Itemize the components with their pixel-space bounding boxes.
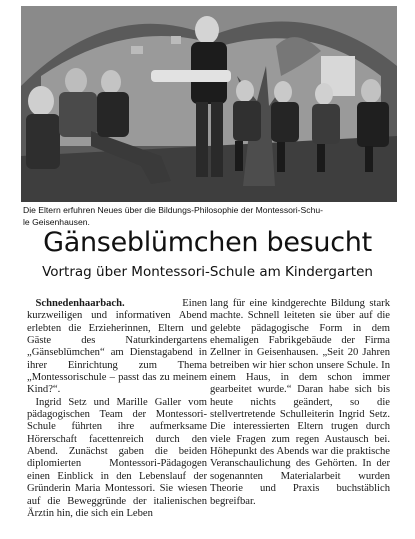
- article-column-left: [27, 298, 207, 520]
- photo-illustration: [21, 6, 397, 202]
- article-photo: [21, 6, 397, 202]
- article-paragraph-1: [27, 298, 207, 397]
- article-headline: Gänseblümchen besucht: [43, 227, 372, 258]
- caption-line-2: le Geisenhausen.: [23, 216, 90, 227]
- photo-caption: [23, 205, 395, 228]
- article-dateline: Schnedenhaarbach.: [35, 298, 125, 309]
- article-column-right: [210, 298, 390, 508]
- article-paragraph-2: Ingrid Setz und Marille Galler vom pädagogischen Team der Montessori-Schule führten ihre aufmerksame Hörerschaft facettenreich durch den Abend. Zunächst gaben die beiden diplomierten Montessori-Pädagogen einen Einblick in den Lebenslauf der Gründerin Maria Montessori. Sie wiesen auf die Beweggründe der italienischen Ärztin hin, die sich ein Leben: [27, 396, 207, 519]
- article-paragraph-3: lang für eine kindgerechte Bildung stark machte. Schnell leiteten sie über auf die gelebte pädagogische Form in dem ehemaligen Fabrikgebäude der Firma Zellner in Geisenhausen. „Seit 20 Jahren betreiben wir hier schon unsere Schule. In einem Haus, in dem schon immer gearbeitet wurde.“ Daran habe sich bis heute nichts geändert, so die stellvertretende Schulleiterin Ingrid Setz. Die interessierten Eltern trugen durch viele Fragen zum regen Austausch bei. Höhepunkt des Abends war die praktische Veranschaulichung des Gehörten. In der sogenannten Materialarbeit wurden Theorie und Praxis buchstäblich begreifbar.: [210, 298, 390, 507]
- article-subheadline: Vortrag über Montessori-Schule am Kindergarten: [42, 264, 373, 280]
- caption-line-1: Die Eltern erfuhren Neues über die Bildungs-Philosophie der Montessori-Schu-: [23, 205, 323, 215]
- article-paragraph-1-text: Einen kurzweiligen und informativen Abend erlebten die Erzieherinnen, Eltern und Gäste des Naturkindergartens „Gänseblümchen“ am Dienstagabend in ihrer Einrichtung zum Thema „Montessorischule – passt das zu meinem Kind?“.: [27, 298, 207, 396]
